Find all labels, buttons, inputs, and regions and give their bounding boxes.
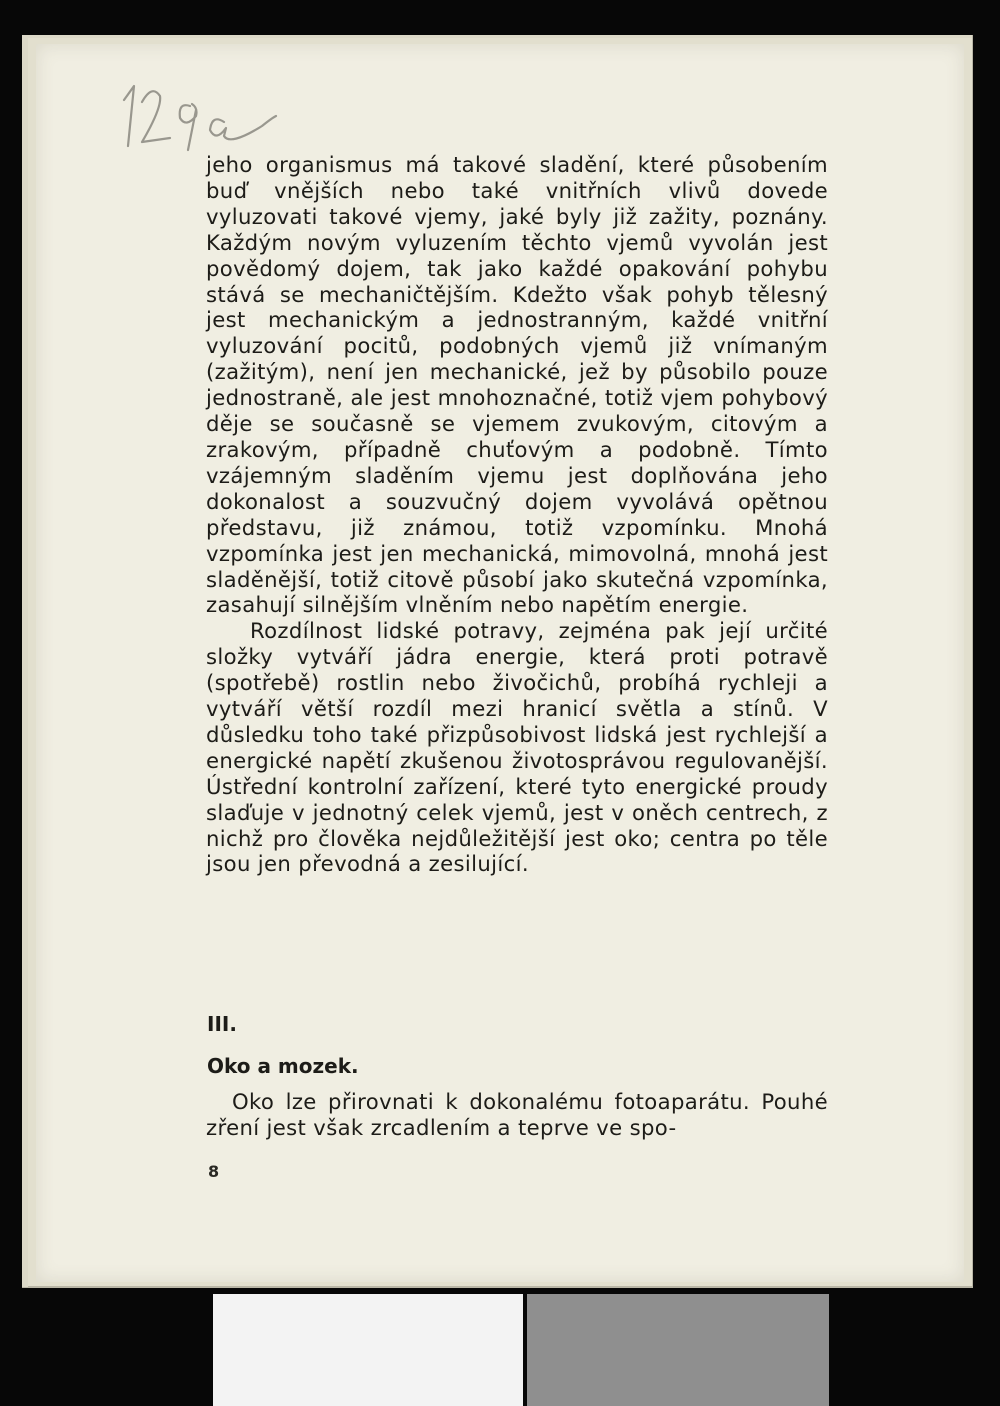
body-text <box>206 152 828 877</box>
calibration-strip-grey <box>527 1294 829 1406</box>
section-title: Oko a mozek. <box>207 1054 359 1078</box>
paragraph-1: jeho organismus má takové sladění, které působením buď vnějších nebo také vnitřních vlivů dovede vyluzovati takové vjemy, jaké byly již zažity, poznány. Každým novým vyluzením těchto vjemů vyvolán jest povědomý dojem, tak jako každé opakování pohybu stává se mechaničtějším. Kdežto však pohyb tělesný jest mechanickým a jednostranným, každé vnitřní vyluzování pocitů, podobných vjemů již vnímaným (zažitým), není jen mechanické, jež by působilo pouze jednostraně, ale jest mnohoznačné, totiž vjem pohybový děje se současně se vjemem zvukovým, citovým a zrakovým, případně chuťovým a podobně. Tímto vzájemným sladěním vjemu jest doplňována jeho dokonalost a souzvučný dojem vyvolává opětnou představu, již známou, totiž vzpomínku. Mnohá vzpomínka jest jen mechanická, mimovolná, mnohá jest sladěnější, totiž citově působí jako skutečná vzpomínka, zasahují silnějším vlněním nebo napětím energie. <box>206 152 828 618</box>
section-number: III. <box>207 1012 237 1036</box>
page-number: 8 <box>208 1162 220 1181</box>
document-page <box>36 44 964 1282</box>
paragraph-2: Rozdílnost lidské potravy, zejména pak její určité složky vytváří jádra energie, která proti potravě (spotřebě) rostlin nebo živočichů, probíhá rychleji a vytváří větší rozdíl mezi hranicí světla a stínů. V důsledku toho také přizpůsobivost lidská jest rychlejší a energické napětí zkušenou životosprávou regulovanější. Ústřední kontrolní zařízení, které tyto energické proudy slaďuje v jednotný celek vjemů, jest v oněch centrech, z nichž pro člověka nejdůležitější jest oko; centra po těle jsou jen převodná a zesilující. <box>206 618 828 877</box>
calibration-strip-white <box>213 1294 523 1406</box>
handwritten-annotation <box>112 66 282 152</box>
section-paragraph: Oko lze přirovnati k dokonalému fotoaparátu. Pouhé zření jest však zrcadlením a teprve ve spo- <box>206 1089 828 1140</box>
